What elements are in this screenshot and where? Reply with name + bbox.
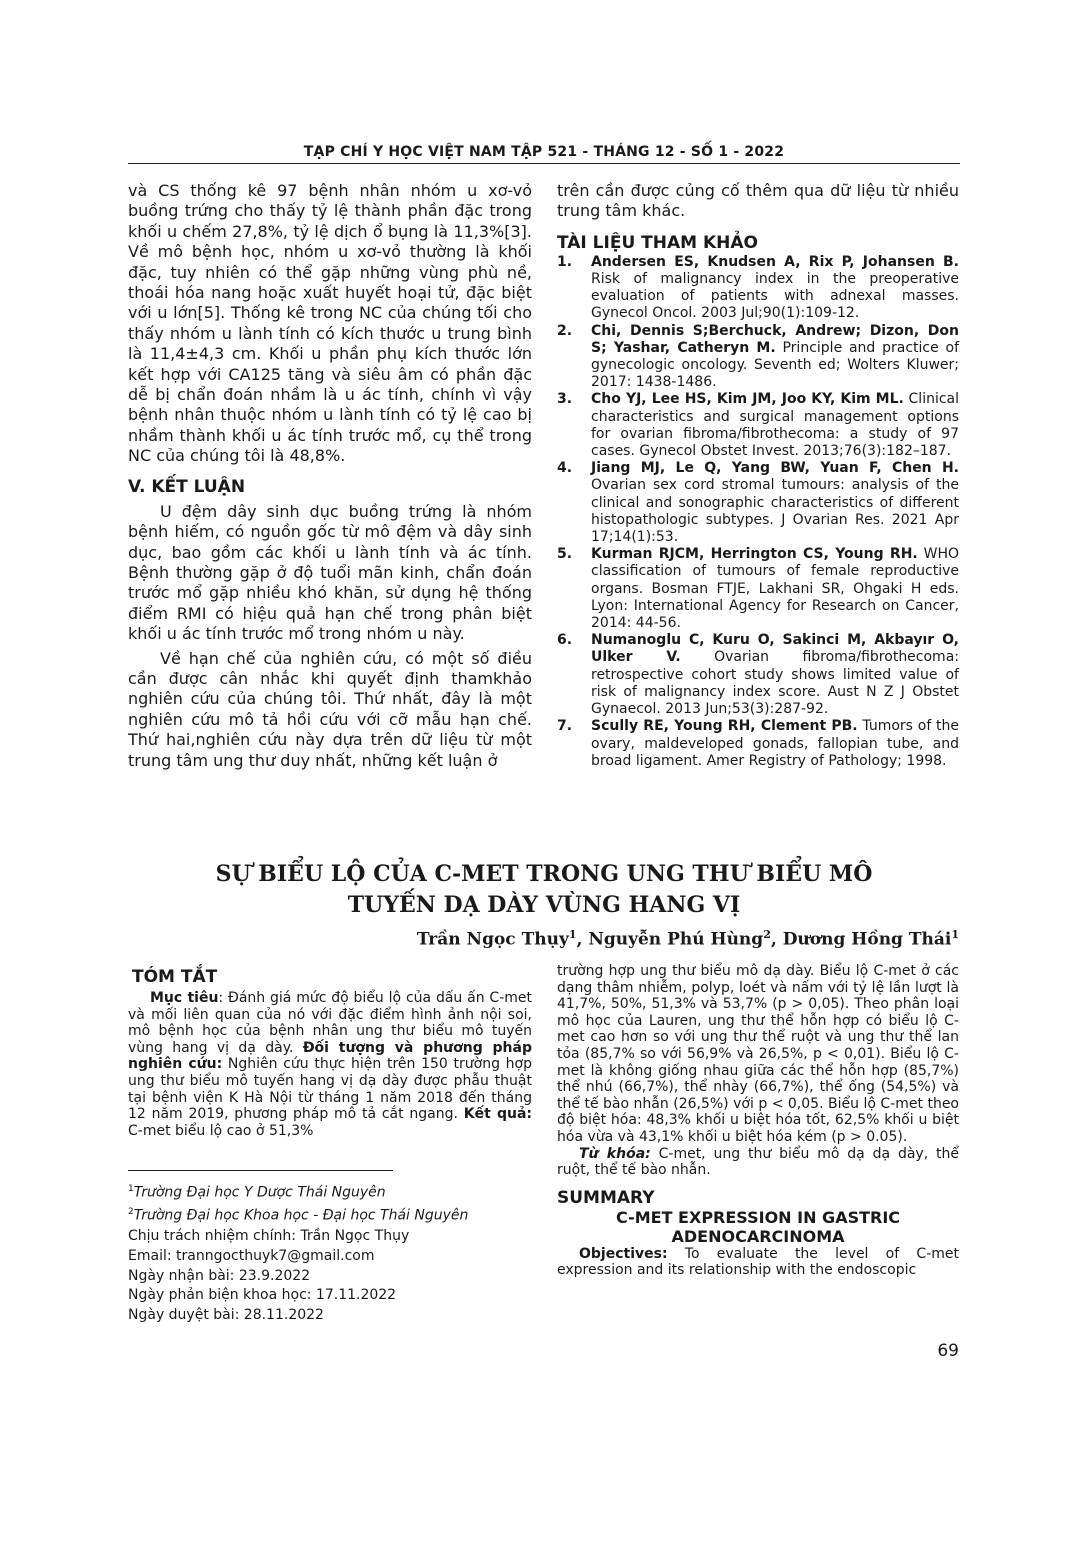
email: Email: tranngocthuyk7@gmail.com — [128, 1247, 375, 1264]
label-results: Kết quả: — [463, 1106, 532, 1123]
reference-item — [557, 460, 959, 546]
abstract-right — [557, 963, 959, 1279]
summary-title — [557, 1208, 959, 1246]
reference-number: 2. — [557, 322, 573, 339]
reference-number: 7. — [557, 718, 573, 735]
reference-item — [557, 254, 959, 323]
reference-text: Tumors of the ovary, maldeveloped gonads, fallopian tube, and broad ligament. Amer Registry of Pathology; 1998. — [591, 718, 960, 769]
author-affiliation-marker: 1 — [568, 928, 577, 941]
text-subjects-methods: Nghiên cứu thực hiện trên 150 trường hợp ung thư biểu mô tuyến hang vị dạ dày được phẫu thuật tại bệnh viện K Hà Nội từ tháng 1 năm 2018 đến tháng 12 năm 2019, phương pháp mô tả cắt ngang. — [128, 1056, 533, 1123]
author-affiliation-marker: 1 — [951, 928, 959, 941]
abstract-continued: trường hợp ung thư biểu mô dạ dày. Biểu lộ C-met ở các dạng thâm nhiễm, polyp, loét và nấm với tỷ lệ lần lượt là 41,7%, 50%, 51,3% và 53,7% (p > 0,05). Theo phân loại mô học của Lauren, ung thư thể hỗn hợp có biểu lộ C-met cao hơn so với ung thư thể ruột và ung thư thể lan tỏa (85,7% so với 56,9% và 26,5%, p < 0,01). Biểu lộ C-met là không giống nhau giữa các thể hỗn hợp (85,7%) thể nhú (66,7%), thể nhày (66,7%), thể ống (54,5%) và thể tế bào nhẫn (26,5%) với p < 0,05. Biểu lộ C-met theo độ biệt hóa: 48,3% khối u biệt hóa tốt, 62,5% khối u biệt hóa vừa và 43,1% khối u biệt hóa kém (p > 0.05). — [557, 963, 959, 1145]
section-title-abstract: TÓM TẮT — [132, 967, 218, 987]
date-received: Ngày nhận bài: 23.9.2022 — [128, 1267, 311, 1284]
paragraph-discussion-end: và CS thống kê 97 bệnh nhân nhóm u xơ-vỏ buồng trứng cho thấy tỷ lệ thành phần đặc trong khối u chếm 27,8%, tỷ lệ dịch ổ bụng là 11,3%[3]. Về mô bệnh học, nhóm u xơ-vỏ thường là khối đặc, tuy nhiên có thể gặp những vùng phù nề, thoái hóa nang hoặc xuất huyết hoại tử, đặc biệt với u lớn[5]. Thống kê trong NC của chúng tối cho thấy nhóm u lành tính có kích thước u trung bình là 11,4±4,3 cm. Khối u phần phụ kích thước lớn kết hợp với CA125 tăng và siêu âm có phần đặc dễ bị chẩn đoán nhầm là u ác tính, chính vì vậy bệnh nhân thuộc nhóm u lành tính có tỷ lệ cao bị nhầm thành khối u ác tính trước mổ, cụ thể trong NC của chúng tôi là 48,8%. — [128, 181, 532, 466]
reference-authors: Scully RE, Young RH, Clement PB. — [591, 718, 858, 735]
right-column-top — [557, 181, 959, 770]
reference-number: 3. — [557, 391, 573, 408]
reference-text: Principle and practice of gynecologic oncology. Seventh ed; Wolters Kluwer; 2017: 1438-1486. — [591, 339, 960, 391]
summary-title-line-1: C-MET EXPRESSION IN GASTRIC — [615, 1207, 901, 1227]
affiliation-1 — [128, 1180, 532, 1203]
reference-text: Ovarian sex cord stromal tumours: analysis of the clinical and sonographic characteristics of different histopathologic subtypes. J Ovarian Res. 2021 Apr 17;14(1):53. — [591, 477, 959, 546]
text-keywords: C-met, ung thư biểu mô dạ dạ dày, thể ruột, thể tế bào nhẫn. — [557, 1145, 959, 1179]
author-separator: , — [770, 929, 783, 950]
affiliation-2-text: Trường Đại học Khoa học - Đại học Thái Nguyên — [133, 1208, 469, 1225]
reference-text: Clinical characteristics and surgical management options for ovarian fibroma/fibrothecoma: a study of 97 cases. Gynecol Obstet Invest. 2013;76(3):182–187. — [591, 391, 960, 460]
abstract-left — [128, 967, 532, 1139]
reference-item — [557, 323, 959, 392]
reference-authors: Andersen ES, Knudsen A, Rix P, Johansen B. — [591, 253, 959, 270]
reference-authors: Kurman RJCM, Herrington CS, Young RH. — [591, 546, 918, 563]
author-name: Trần Ngọc Thụy — [416, 929, 569, 950]
author-affiliation-marker: 2 — [763, 928, 771, 941]
date-accepted: Ngày duyệt bài: 28.11.2022 — [128, 1307, 324, 1324]
reference-number: 6. — [557, 632, 573, 649]
corresponding-author: Chịu trách nhiệm chính: Trần Ngọc Thụy — [128, 1227, 410, 1244]
reference-authors: Chi, Dennis S;Berchuck, Andrew; Dizon, Don S; Yashar, Catheryn M. — [591, 322, 959, 356]
reference-number: 4. — [557, 460, 573, 477]
left-column-top — [128, 181, 532, 771]
reference-list — [557, 254, 959, 770]
footnotes — [128, 1180, 532, 1326]
author-name: Nguyễn Phú Hùng — [588, 929, 764, 950]
summary-title-line-2: ADENOCARCINOMA — [671, 1226, 845, 1246]
summary-paragraph — [557, 1246, 959, 1279]
reference-item — [557, 632, 959, 718]
reference-authors: Numanoglu C, Kuru O, Sakinci M, Akbayır O, Ulker V. — [591, 632, 959, 666]
footnote-divider — [128, 1170, 393, 1171]
affiliation-1-text: Trường Đại học Y Dược Thái Nguyên — [133, 1184, 386, 1201]
paragraph-limitations-end: trên cần được củng cố thêm qua dữ liệu từ nhiều trung tâm khác. — [557, 181, 959, 221]
section-title-summary: SUMMARY — [557, 1187, 655, 1208]
reference-text: Risk of malignancy index in the preoperative evaluation of patients with adnexal masses. Gynecol Oncol. 2003 Jul;90(1):109-12. — [591, 271, 959, 322]
reference-text: WHO classification of tumours of female reproductive organs. Bosman FTJE, Lakhani SR, Ohgaki H eds. Lyon: International Agency for Research on Cancer, 2014: 44-56. — [591, 546, 959, 632]
paragraph-conclusion: U đệm dây sinh dục buồng trứng là nhóm bệnh hiếm, có nguồn gốc từ mô đệm và dây sinh dục, bao gồm các khối u lành tính và ác tính. Bệnh thường gặp ở độ tuổi mãn kinh, chẩn đoán trước mổ gặp nhiều khó khăn, sử dụng hệ thống điểm RMI có hiệu quả hạn chế trong phân biệt khối u ác tính trước mổ trong nhóm u này. — [128, 501, 532, 644]
affiliation-2 — [128, 1203, 532, 1226]
date-reviewed: Ngày phản biện khoa học: 17.11.2022 — [128, 1287, 397, 1304]
reference-authors: Cho YJ, Lee HS, Kim JM, Joo KY, Kim ML. — [591, 391, 904, 408]
author-list — [417, 928, 959, 950]
page-number: 69 — [937, 1341, 959, 1361]
article-title-line-2: TUYẾN DẠ DÀY VÙNG HANG VỊ — [347, 892, 741, 918]
reference-number: 5. — [557, 546, 573, 563]
reference-authors: Jiang MJ, Le Q, Yang BW, Yuan F, Chen H. — [591, 460, 959, 477]
reference-item — [557, 391, 959, 460]
label-keywords: Từ khóa: — [579, 1145, 651, 1162]
affiliation-2-marker: 2 — [128, 1207, 134, 1218]
text-objective: : Đánh giá mức độ biểu lộ của dấu ấn C-met và mối liên quan của nó với đặc điểm hình ảnh nội soi, mô bệnh học của bệnh nhân ung thư biểu mô tuyến vùng hang vị dạ dày. — [128, 990, 532, 1056]
author-separator: , — [576, 929, 589, 950]
article-title — [128, 859, 960, 921]
section-title-conclusion: V. KẾT LUẬN — [128, 476, 246, 497]
header-divider — [128, 163, 960, 164]
author-name: Dương Hồng Thái — [782, 929, 952, 950]
journal-header: TẠP CHÍ Y HỌC VIỆT NAM TẬP 521 - THÁNG 12 - SỐ 1 - 2022 — [303, 144, 785, 160]
keywords-paragraph — [557, 1146, 959, 1179]
reference-item — [557, 718, 959, 770]
abstract-paragraph — [128, 990, 532, 1139]
reference-item — [557, 546, 959, 632]
affiliation-1-marker: 1 — [128, 1184, 134, 1194]
label-objective: Mục tiêu — [150, 990, 219, 1006]
label-objectives-en: Objectives: — [579, 1245, 668, 1262]
article-title-line-1: SỰ BIỂU LỘ CỦA C-MET TRONG UNG THƯ BIỂU MÔ — [215, 861, 873, 887]
text-results: C-met biểu lộ cao ở 51,3% — [128, 1122, 314, 1139]
paragraph-limitations: Về hạn chế của nghiên cứu, có một số điều cần được cân nhắc khi quyết định thamkhảo nghiên cứu của chúng tôi. Thứ nhất, đây là một nghiên cứu mô tả hồi cứu với cỡ mẫu hạn chế. Thứ hai,nghiên cứu này dựa trên dữ liệu từ một trung tâm ung thư duy nhất, những kết luận ở — [128, 648, 532, 770]
text-objectives-en: To evaluate the level of C-met expression and its relationship with the endoscopic — [557, 1245, 959, 1279]
section-title-references: TÀI LIỆU THAM KHẢO — [557, 232, 758, 253]
reference-number: 1. — [557, 253, 573, 270]
label-subjects-methods: Đối tượng và phương pháp nghiên cứu: — [128, 1039, 532, 1073]
reference-text: Ovarian fibroma/fibrothecoma: retrospective cohort study shows limited value of risk of malignancy index score. Aust N Z J Obstet Gynaecol. 2013 Jun;53(3):287-92. — [591, 649, 959, 718]
